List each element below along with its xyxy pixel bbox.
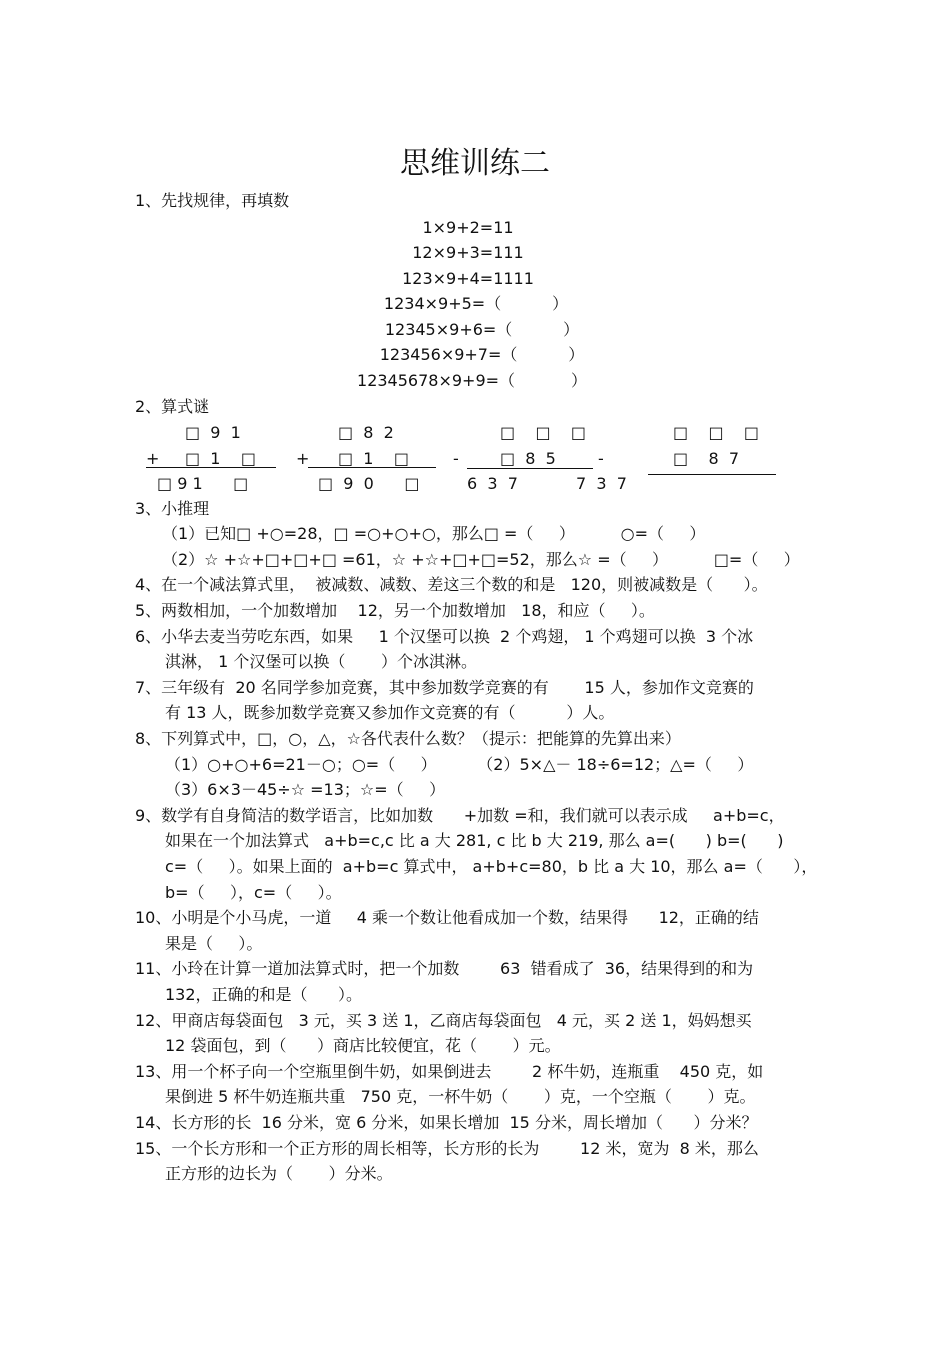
- q13-line: 13、用一个杯子向一个空瓶里倒牛奶，如果倒进去 2 杯牛奶，连瓶重 450 克，如: [135, 1062, 764, 1081]
- puzzle2-operator: +: [296, 449, 310, 468]
- q13-line: 果倒进 5 杯牛奶连瓶共重 750 克，一杯牛奶（ ）克，一个空瓶（ ）克。: [165, 1087, 756, 1106]
- puzzle1-top: □ 9 1: [185, 423, 241, 442]
- q1-line: 12345×9+6=（ ）: [384, 320, 580, 339]
- puzzle2-rule: [308, 467, 436, 468]
- q9-line: b=（ ），c=（ ）。: [165, 883, 342, 902]
- q7-line: 有 13 人，既参加数学竞赛又参加作文竞赛的有（ ）人。: [165, 703, 615, 722]
- puzzle1-operator: +: [146, 449, 160, 468]
- q6-line: 6、小华去麦当劳吃东西，如果 1 个汉堡可以换 2 个鸡翅， 1 个鸡翅可以换 3 个冰: [135, 627, 754, 646]
- q1-line: 123×9+4=1111: [402, 269, 534, 288]
- puzzle3-operator: -: [453, 449, 459, 468]
- q15-line: 15、一个长方形和一个正方形的周长相等，长方形的长为 12 米，宽为 8 米，那么: [135, 1139, 759, 1158]
- puzzle4-rule: [648, 474, 776, 475]
- q3-heading: 3、小推理: [135, 499, 210, 518]
- q1-line: 12345678×9+9=（ ）: [357, 371, 587, 390]
- q7-line: 7、三年级有 20 名同学参加竞赛，其中参加数学竞赛的有 15 人，参加作文竞赛的: [135, 678, 754, 697]
- puzzle3-result: 6 3 7: [467, 474, 518, 493]
- q4-text: 4、在一个减法算式里， 被减数、减数、差这三个数的和是 120，则被减数是（ ）。: [135, 575, 768, 594]
- q1-line: 123456×9+7=（ ）: [379, 345, 585, 364]
- q1-heading: 1、先找规律，再填数: [135, 191, 290, 210]
- q11-line: 132，正确的和是（ ）。: [165, 985, 363, 1004]
- puzzle4-top: □ □ □: [673, 423, 760, 442]
- q12-line: 12 袋面包，到（ ）商店比较便宜，花（ ）元。: [165, 1036, 561, 1055]
- q8-heading: 8、下列算式中，□，○，△，☆各代表什么数？（提示：把能算的先算出来）: [135, 729, 681, 748]
- q3-line: （1）已知□ +○=28，□ =○+○+○，那么□ =（ ） ○=（ ）: [162, 524, 706, 543]
- puzzle1-rule: [146, 467, 276, 468]
- q10-line: 果是（ ）。: [165, 934, 263, 953]
- q9-line: c=（ ）。如果上面的 a+b=c 算式中， a+b+c=80，b 比 a 大 10，那么 a=（ ），: [165, 857, 818, 876]
- puzzle4-operator: -: [598, 449, 604, 468]
- q9-line: 如果在一个加法算式 a+b=c,c 比 a 大 281, c 比 b 大 219, 那么 a=( ) b=( ): [165, 831, 784, 850]
- puzzle2-top: □ 8 2: [338, 423, 394, 442]
- q10-line: 10、小明是个小马虎，一道 4 乘一个数让他看成加一个数，结果得 12，正确的结: [135, 908, 759, 927]
- q1-line: 12×9+3=111: [412, 243, 524, 262]
- puzzle3-top: □ □ □: [500, 423, 587, 442]
- puzzle1-result: □ 9 1 □: [157, 474, 249, 493]
- puzzle2-result: □ 9 0 □: [318, 474, 420, 493]
- puzzle4-middle: □ 8 7: [673, 449, 739, 468]
- q2-heading: 2、算式谜: [135, 397, 210, 416]
- q5-text: 5、两数相加，一个加数增加 12，另一个加数增加 18，和应（ ）。: [135, 601, 655, 620]
- puzzle3-rule: [467, 468, 593, 469]
- q9-line: 9、数学有自身简洁的数学语言，比如加数 +加数 =和，我们就可以表示成 a+b=c，: [135, 806, 785, 825]
- q8-line: （3）6×3－45÷☆ =13；☆=（ ）: [165, 780, 446, 799]
- puzzle2-middle: □ 1 □: [338, 449, 409, 468]
- page-title: 思维训练二: [400, 146, 550, 181]
- q8-line: （1）○+○+6=21－○；○=（ ） （2）5×△－ 18÷6=12；△=（ ）: [165, 755, 754, 774]
- q1-line: 1234×9+5=（ ）: [383, 294, 569, 313]
- q3-line: （2）☆ +☆+□+□+□ =61，☆ +☆+□+□=52，那么☆ =（ ） □=（ ）: [162, 550, 800, 569]
- puzzle3-middle: □ 8 5: [500, 449, 556, 468]
- puzzle4-result: 7 3 7: [576, 474, 627, 493]
- q15-line: 正方形的边长为（ ）分米。: [165, 1164, 393, 1183]
- q6-line: 淇淋， 1 个汉堡可以换（ ）个冰淇淋。: [165, 652, 477, 671]
- puzzle1-middle: □ 1 □: [185, 449, 256, 468]
- q12-line: 12、甲商店每袋面包 3 元，买 3 送 1，乙商店每袋面包 4 元，买 2 送 1，妈妈想买: [135, 1011, 752, 1030]
- q1-line: 1×9+2=11: [422, 218, 514, 237]
- q14-text: 14、长方形的长 16 分米，宽 6 分米，如果长增加 15 分米，周长增加（ ）分米？: [135, 1113, 758, 1132]
- q11-line: 11、小玲在计算一道加法算式时，把一个加数 63 错看成了 36，结果得到的和为: [135, 959, 754, 978]
